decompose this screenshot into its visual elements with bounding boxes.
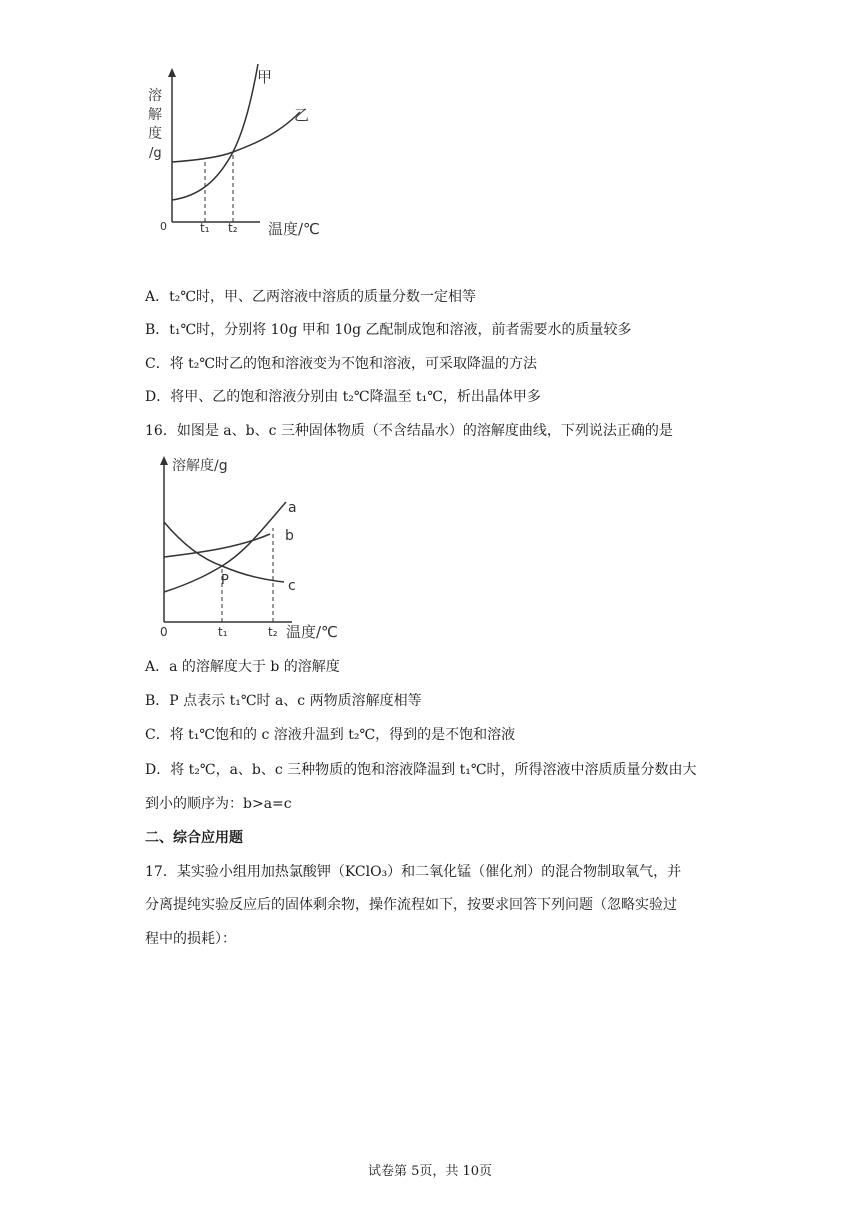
solubility-figure-2 [150, 452, 350, 642]
y-label-2: 解 [148, 107, 162, 123]
curve-a-label: a [288, 500, 297, 516]
curve-jia [172, 64, 258, 200]
q16-option-c: C．将 t₁℃饱和的 c 溶液升温到 t₂℃，得到的是不饱和溶液 [145, 727, 516, 743]
q17-line2: 分离提纯实验反应后的固体剩余物，操作流程如下，按要求回答下列问题（忽略实验过 [145, 897, 677, 913]
curve-jia-label: 甲 [257, 68, 273, 86]
q16-option-d-line1: D．将 t₂℃，a、b、c 三种物质的饱和溶液降温到 t₁℃时，所得溶液中溶质质量分数由大 [145, 762, 697, 778]
x-label: 温度/℃ [286, 623, 338, 641]
q16-stem: 16．如图是 a、b、c 三种固体物质（不含结晶水）的溶解度曲线，下列说法正确的是 [145, 423, 673, 439]
t2-label: t₂ [268, 625, 278, 639]
q17-line3: 程中的损耗）： [145, 931, 236, 947]
q15-option-b: B．t₁℃时，分别将 10g 甲和 10g 乙配制成饱和溶液，前者需要水的质量较多 [145, 322, 632, 338]
curve-yi-label: 乙 [294, 106, 310, 124]
curve-b [164, 534, 270, 557]
y-label-3: 度 [148, 126, 162, 142]
t1-label: t₁ [200, 221, 210, 235]
solubility-figure-1 [140, 62, 340, 242]
q16-option-a: A．a 的溶解度大于 b 的溶解度 [145, 659, 340, 675]
q15-option-a: A．t₂℃时，甲、乙两溶液中溶质的质量分数一定相等 [145, 289, 477, 305]
q17-line1: 17．某实验小组用加热氯酸钾（KClO₃）和二氧化锰（催化剂）的混合物制取氧气，并 [145, 864, 682, 880]
origin-label: 0 [160, 220, 167, 233]
y-axis-arrow [160, 456, 168, 465]
origin-label: 0 [160, 625, 168, 639]
y-label-4: /g [149, 146, 162, 161]
q16-option-b: B．P 点表示 t₁℃时 a、c 两物质溶解度相等 [145, 693, 422, 709]
y-axis-arrow [168, 68, 176, 77]
t1-label: t₁ [218, 625, 228, 639]
page-footer: 试卷第 5页，共 10页 [367, 1164, 493, 1179]
q16-option-d-line2: 到小的顺序为：b>a=c [145, 796, 292, 812]
t2-label: t₂ [228, 221, 238, 235]
section-2-title: 二、综合应用题 [145, 830, 243, 846]
q15-option-c: C．将 t₂℃时乙的饱和溶液变为不饱和溶液，可采取降温的方法 [145, 356, 538, 372]
x-label: 温度/℃ [268, 220, 320, 238]
curve-c-label: c [288, 578, 296, 594]
curve-yi [172, 112, 300, 162]
q15-option-d: D．将甲、乙的饱和溶液分别由 t₂℃降温至 t₁℃，析出晶体甲多 [145, 389, 541, 405]
y-label: 溶解度/g [172, 458, 228, 474]
point-p-label: P [221, 573, 229, 588]
y-label-1: 溶 [148, 88, 162, 104]
curve-b-label: b [285, 528, 294, 544]
